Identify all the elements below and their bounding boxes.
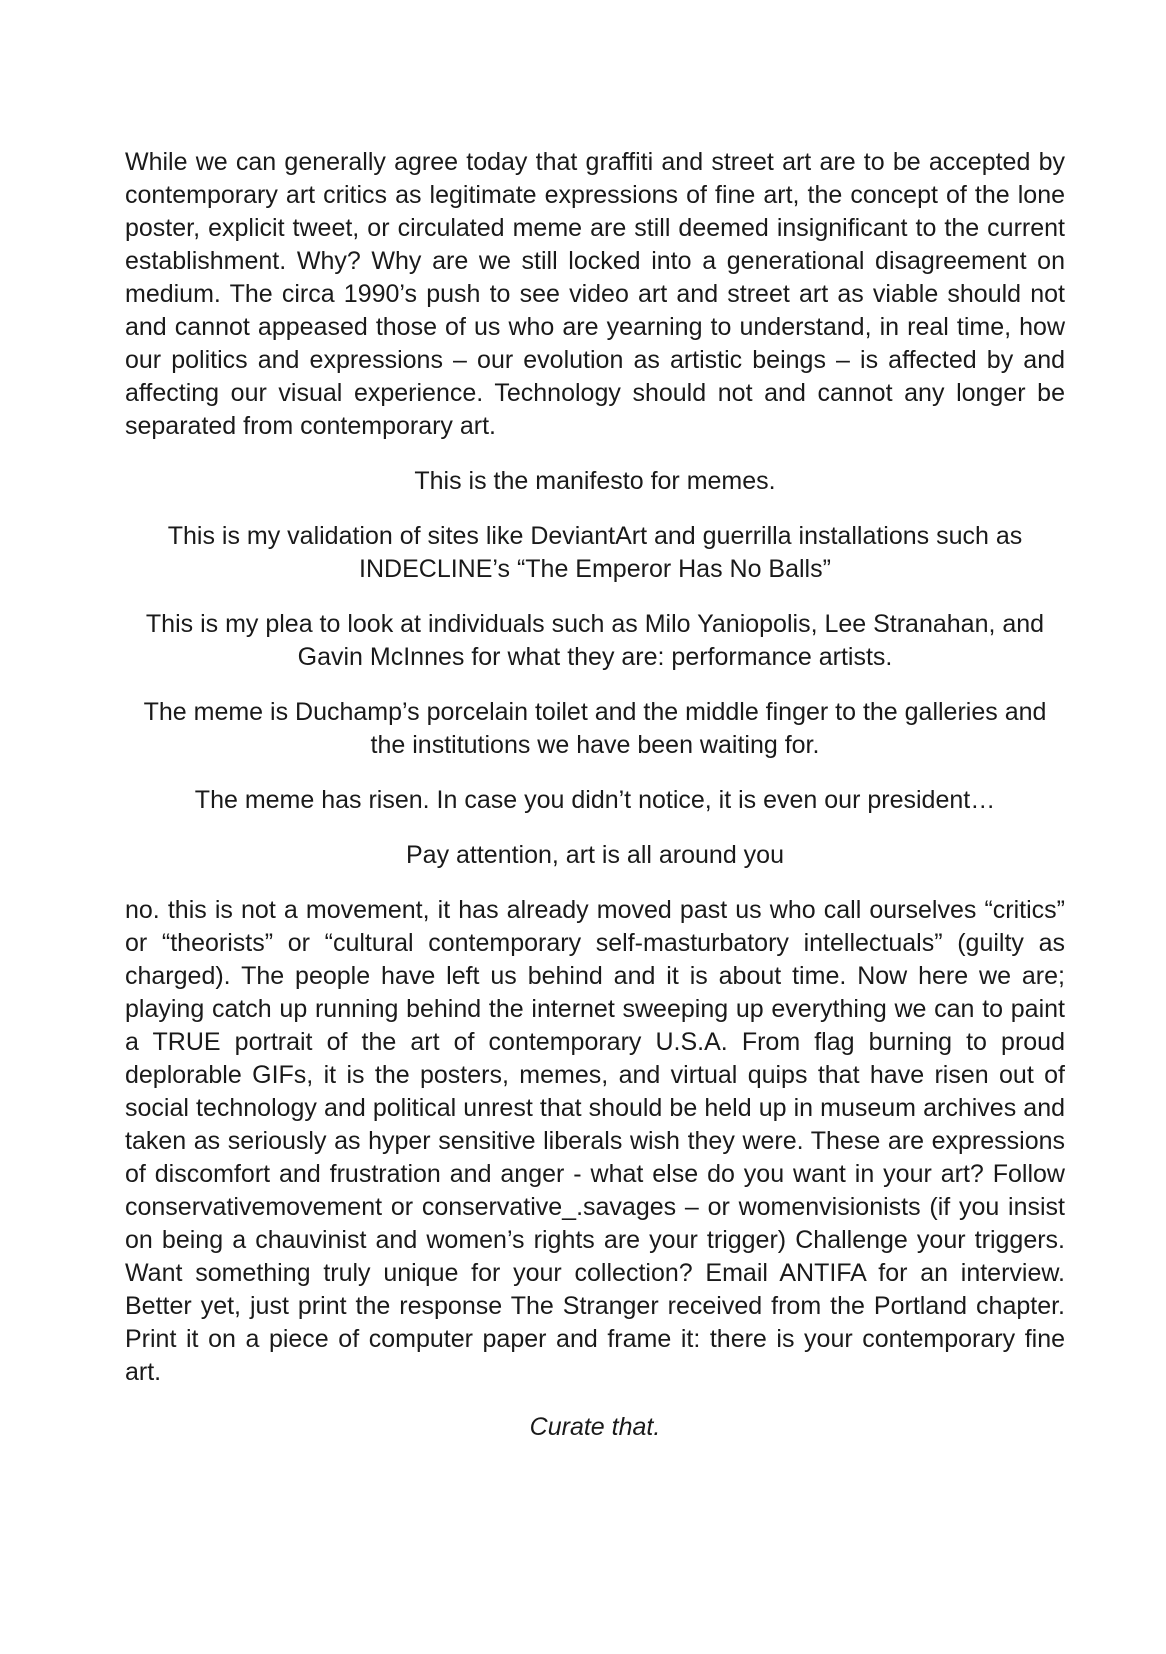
meme-risen-line: The meme has risen. In case you didn’t notice, it is even our president… [194,786,996,814]
duchamp-line: The meme is Duchamp’s porcelain toilet and the middle finger to the galleries and the institutions we have been waiting for. [143,698,1047,759]
closing-paragraph: no. this is not a movement, it has already moved past us who call ourselves “critics” or “theorists” or “cultural contemporary self-masturbatory intellectuals” (guilty as charged). The people have left us behind and it is about time. Now here we are; playing catch up running behind the internet sweeping up everything we can to paint a TRUE portrait of the art of contemporary U.S.A. From flag burning to proud deplorable GIFs, it is the posters, memes, and virtual quips that have risen out of social technology and political unrest that should be held up in museum archives and taken as seriously as hyper sensitive liberals wish they were. These are expressions of discomfort and frustration and anger - what else do you want in your art? Follow conservativemovement or conservative_.savages – or womenvisionists (if you insist on being a chauvinist and women’s rights are your trigger) Challenge your triggers. Want something truly unique for your collection? Email ANTIFA for an interview. Better yet, just print the response The Stranger received from the Portland chapter. Print it on a piece of computer paper and frame it: there is your contemporary fine art. [125,896,1065,1386]
plea-line: This is my plea to look at individuals such as Milo Yaniopolis, Lee Stranahan, and Gavin McInnes for what they are: performance artists. [145,610,1045,671]
manifesto-line: This is the manifesto for memes. [414,467,776,495]
intro-paragraph: While we can generally agree today that graffiti and street art are to be accepted by contemporary art critics as legitimate expressions of fine art, the concept of the lone poster, explicit tweet, or circulated meme are still deemed insignificant to the current establishment. Why? Why are we still locked into a generational disagreement on medium. The circa 1990’s push to see video art and street art as viable should not and cannot appeased those of us who are yearning to understand, in real time, how our politics and expressions – our evolution as artistic beings – is affected by and affecting our visual experience. Technology should not and cannot any longer be separated from contemporary art. [125,148,1065,440]
sign-off: Curate that. [529,1413,661,1441]
document-body [125,146,1065,1444]
validation-line: This is my validation of sites like DeviantArt and guerrilla installations such as INDECLINE’s “The Emperor Has No Balls” [167,522,1023,583]
pay-attention-line: Pay attention, art is all around you [405,841,784,869]
